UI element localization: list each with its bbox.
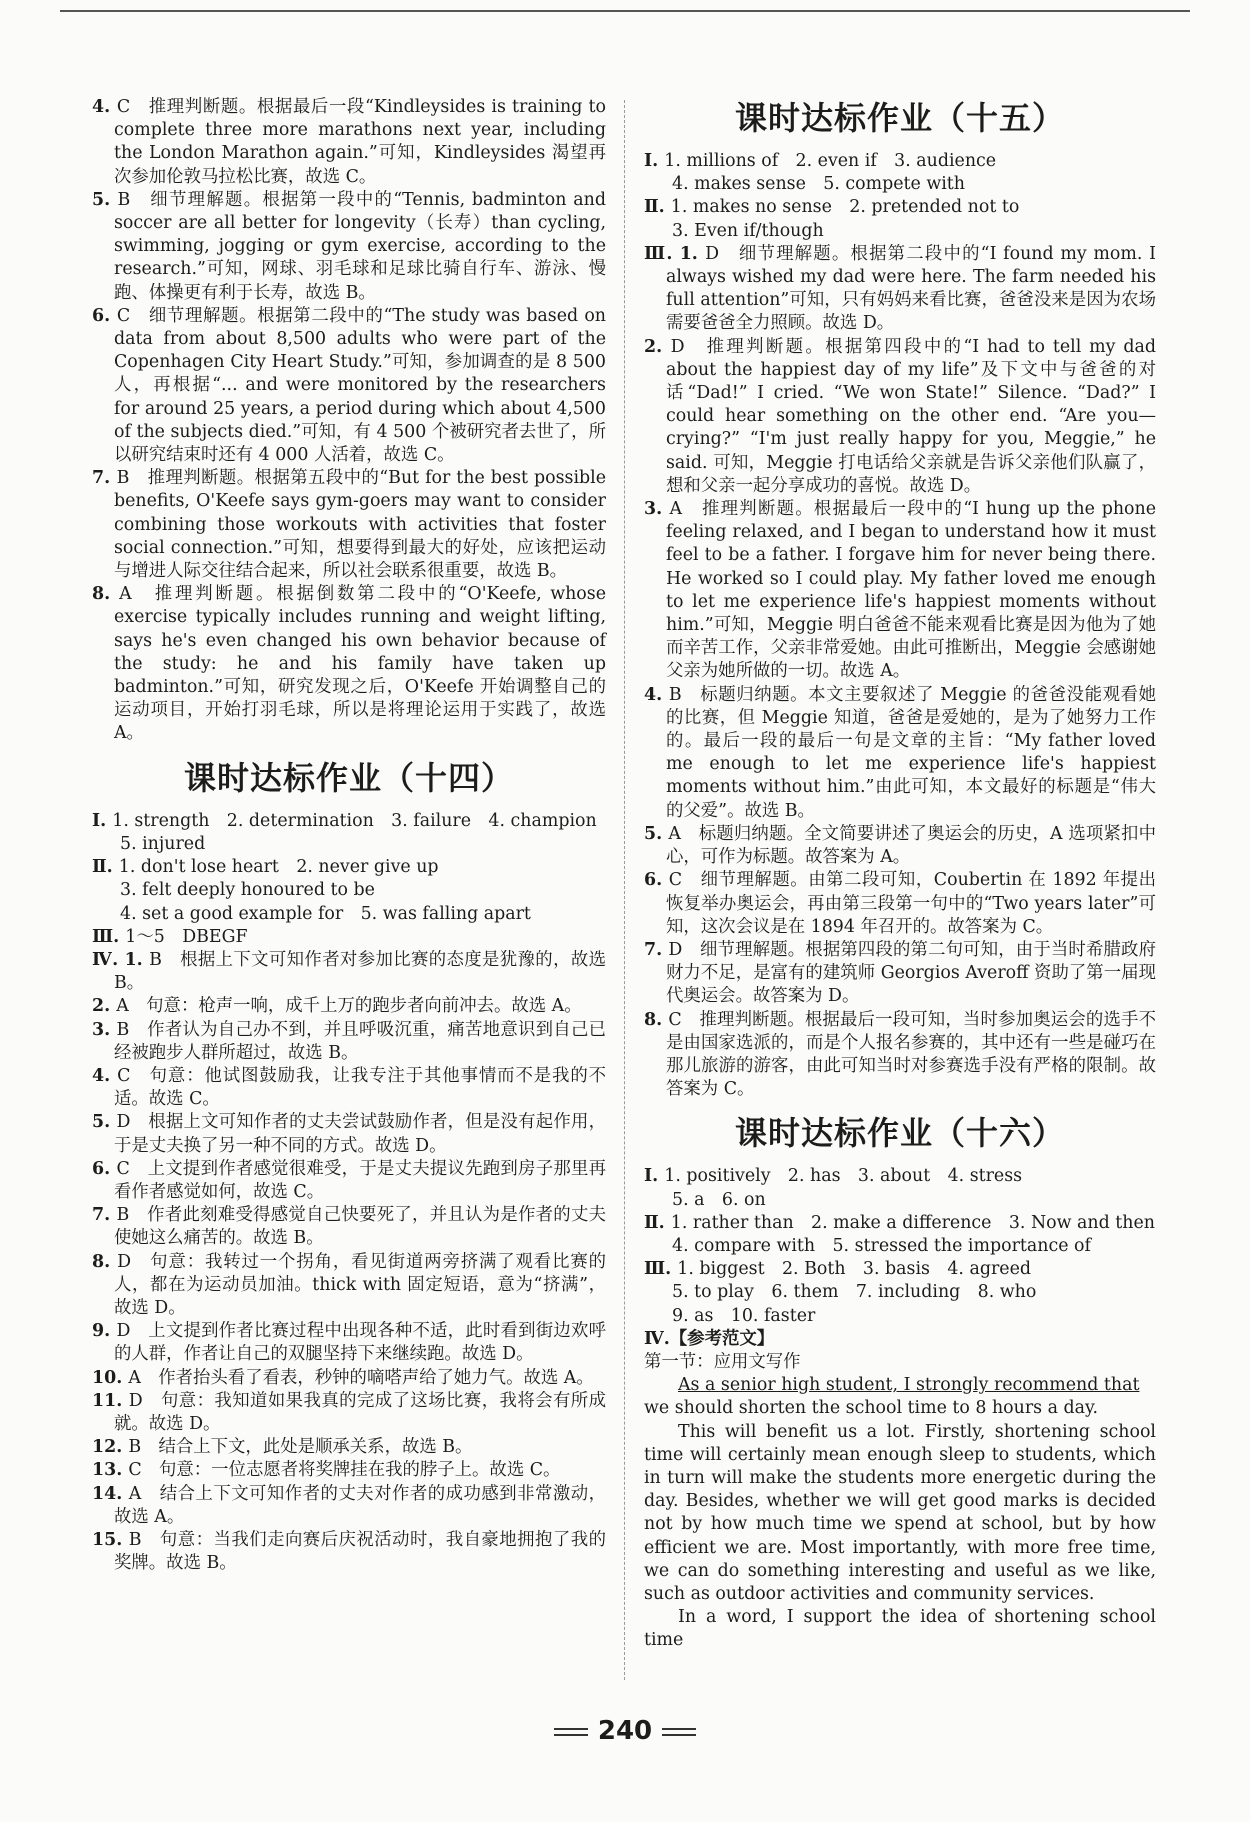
item-number: 5. bbox=[92, 189, 118, 210]
answer-row bbox=[644, 1165, 1156, 1188]
item-text: B 根据上下文可知作者对参加比赛的态度是犹豫的，故选 B。 bbox=[114, 949, 606, 994]
item-text: C 推理判断题。根据最后一段可知，当时参加奥运会的选手不是由国家选派的，而是个人报名参赛的，其中还有一些是碰巧在那儿旅游的游客，由此可知当时对参赛选手没有严格的限制。故答案为 C。 bbox=[666, 1009, 1156, 1100]
item-number: 6. bbox=[92, 305, 117, 326]
item-number: 6. bbox=[92, 1158, 117, 1179]
section-16-short-answers bbox=[644, 1165, 1156, 1327]
section-14-short-answers bbox=[92, 810, 606, 949]
part1-label: 第一节：应用文写作 bbox=[644, 1351, 801, 1372]
item-number: 5. bbox=[92, 1112, 117, 1133]
item-text: D 推理判断题。根据第四段中的“I had to tell my dad about the happiest day of my life”及下文中与爸爸的对话“Dad!” I cried. “We won State!” Silence. “Dad?” I could hear something on the other end. “Are you—crying?” “I'm just really happy for you, Meggie,” he said. 可知，Meggie 打电话给父亲就是告诉父亲他们队赢了，想和父亲一起分享成功的喜悦。故选 D。 bbox=[666, 336, 1157, 496]
section-title-16: 课时达标作业（十六） bbox=[734, 1114, 1065, 1153]
item-number: 3. bbox=[644, 499, 670, 520]
answer-item bbox=[92, 1436, 606, 1459]
item-number: 11. bbox=[92, 1390, 129, 1411]
part-label: Ⅰ. bbox=[644, 1166, 665, 1187]
answer-text: 5. to play 6. them 7. including 8. who bbox=[672, 1282, 1037, 1303]
answer-text: 1. don't lose heart 2. never give up bbox=[118, 857, 439, 878]
footer-rule-left bbox=[554, 1728, 588, 1736]
essay-underlined-sentence: As a senior high student, I strongly recommend that bbox=[678, 1375, 1140, 1396]
answer-text: 1. millions of 2. even if 3. audience bbox=[664, 151, 997, 171]
answer-text: 1. rather than 2. make a difference 3. Now and then bbox=[670, 1212, 1155, 1233]
answer-item bbox=[92, 96, 606, 189]
column-divider bbox=[624, 100, 625, 1680]
section-13-answers bbox=[92, 96, 606, 746]
answer-row bbox=[92, 879, 606, 902]
part-label: Ⅲ. bbox=[92, 926, 126, 947]
answer-item bbox=[92, 1158, 606, 1204]
model-essay bbox=[644, 1374, 1156, 1652]
answer-item bbox=[92, 1019, 606, 1065]
item-text: C 句意：一位志愿者将奖牌挂在我的脖子上。故选 C。 bbox=[128, 1460, 561, 1481]
item-number: 12. bbox=[92, 1437, 129, 1458]
answer-item bbox=[644, 684, 1156, 823]
item-text: C 细节理解题。由第二段可知，Coubertin 在 1892 年提出恢复举办奥运会，再由第三段第一句中的“Two years later”可知，这次会议是在 1894 年召开的。故答案为 C。 bbox=[666, 870, 1156, 937]
answer-item bbox=[92, 1204, 606, 1250]
answer-text: 9. as 10. faster bbox=[672, 1305, 816, 1326]
part-label: Ⅱ. bbox=[92, 857, 119, 878]
answer-item bbox=[92, 1483, 606, 1529]
answer-item bbox=[92, 305, 606, 467]
item-number: Ⅲ. 1. bbox=[644, 243, 706, 264]
part-label: Ⅱ. bbox=[644, 197, 671, 218]
item-number: Ⅳ. 1. bbox=[92, 949, 150, 970]
section-title-15: 课时达标作业（十五） bbox=[734, 99, 1065, 137]
item-text: A 结合上下文可知作者的丈夫对作者的成功感到非常激动，故选 A。 bbox=[114, 1483, 607, 1527]
part-label: Ⅰ. bbox=[92, 810, 113, 831]
section-15-explanations bbox=[644, 243, 1156, 1102]
answer-text: 4. makes sense 5. compete with bbox=[672, 174, 965, 195]
essay-paragraph-2: This will benefit us a lot. Firstly, shortening school time will certainly mean enough sleep to students, which in turn will make the students more energetic during the day. Besides, whether we will get good marks is decided not by how much time we spend at school, but by how efficient we are. Most importantly, with more free time, we can do something interesting and useful as we like, such as outdoor activities and community services. bbox=[644, 1421, 1156, 1604]
answer-text: 1～5 DBEGF bbox=[125, 926, 248, 947]
item-text: B 作者认为自己办不到，并且呼吸沉重，痛苦地意识到自己已经被跑步人群所超过，故选 B。 bbox=[114, 1019, 606, 1063]
item-text: B 句意：当我们走向赛后庆祝活动时，我自豪地拥抱了我的奖牌。故选 B。 bbox=[114, 1529, 606, 1574]
part-label: Ⅱ. bbox=[644, 1212, 671, 1233]
item-text: D 句意：我知道如果我真的完成了这场比赛，我将会有所成就。故选 D。 bbox=[114, 1390, 607, 1434]
answer-item bbox=[92, 1390, 606, 1436]
item-number: 8. bbox=[92, 1251, 118, 1272]
item-text: C 细节理解题。根据第二段中的“The study was based on data from about 8,500 adults who were part of the Copenhagen City Heart Study.”可知，参加调查的是 8 500 人，再根据“... and were monitored by the researchers for around 25 years, a period during which about 4,500 of the subjects died.”可知，有 4 500 个被研究者去世了，所以研究结束时还有 4 000 人活着，故选 C。 bbox=[114, 305, 606, 466]
item-text: A 句意：枪声一响，成千上万的跑步者向前冲去。故选 A。 bbox=[116, 996, 582, 1017]
answer-row bbox=[92, 856, 606, 879]
answer-row bbox=[644, 1281, 1156, 1304]
answer-item bbox=[644, 243, 1156, 336]
answer-row bbox=[644, 173, 1156, 196]
answer-item bbox=[92, 1111, 606, 1157]
item-number: 7. bbox=[644, 939, 669, 960]
answer-item bbox=[92, 995, 606, 1018]
item-text: D 上文提到作者比赛过程中出现各种不适，此时看到街边欢呼的人群，作者让自己的双腿坚持下来继续跑。故选 D。 bbox=[114, 1321, 606, 1365]
answer-row bbox=[92, 833, 606, 856]
part-label: Ⅰ. bbox=[644, 151, 665, 171]
section-14-explanations bbox=[92, 949, 606, 1575]
item-text: A 推理判断题。根据倒数第二段中的“O'Keefe, whose exercise typically includes running and weight lifting, says he's even changed his own behavior because of the study: he and his family have taken up badminton.”可知，研究发现之后，O'Keefe 开始调整自己的运动项目，开始打羽毛球，所以是将理论运用于实践了，故选 A。 bbox=[114, 584, 606, 744]
answer-row bbox=[644, 1235, 1156, 1258]
answer-item bbox=[92, 583, 606, 745]
item-text: A 标题归纳题。全文简要讲述了奥运会的历史，A 选项紧扣中心，可作为标题。故答案为 A。 bbox=[666, 823, 1156, 868]
answer-item bbox=[92, 189, 606, 305]
part-label: Ⅲ. bbox=[644, 1259, 678, 1280]
answer-row bbox=[92, 903, 606, 926]
right-column bbox=[644, 96, 1156, 1653]
answer-item bbox=[92, 1367, 606, 1390]
item-text: C 推理判断题。根据最后一段“Kindleysides is training to complete three more marathons next year, including the London Marathon again.”可知，Kindleysides 渴望再次参加伦敦马拉松比赛，故选 C。 bbox=[114, 97, 606, 187]
item-number: 4. bbox=[92, 97, 117, 117]
item-number: 7. bbox=[92, 1205, 117, 1226]
item-number: 4. bbox=[644, 684, 669, 705]
item-text: C 上文提到作者感觉很难受，于是丈夫提议先跑到房子那里再看作者感觉如何，故选 C。 bbox=[114, 1158, 606, 1202]
answer-item bbox=[644, 498, 1156, 684]
answer-text: 3. Even if/though bbox=[672, 220, 824, 241]
item-text: B 标题归纳题。本文主要叙述了 Meggie 的爸爸没能观看她的比赛，但 Meggie 知道，爸爸是爱她的，是为了她努力工作的。最后一段的最后一句是文章的主旨：“My father loved me enough to let me experience life's happiest moments without him.”由此可知，本文最好的标题是“伟大的父爱”。故选 B。 bbox=[666, 684, 1156, 821]
page-footer bbox=[0, 1716, 1250, 1746]
answer-text: 1. biggest 2. Both 3. basis 4. agreed bbox=[677, 1259, 1031, 1280]
item-number: 2. bbox=[92, 996, 117, 1017]
item-text: D 句意：我转过一个拐角，看见街道两旁挤满了观看比赛的人，都在为运动员加油。thick with 固定短语，意为“挤满”，故选 D。 bbox=[114, 1251, 606, 1318]
answer-item bbox=[92, 1459, 606, 1482]
answer-row bbox=[644, 1305, 1156, 1328]
answer-text: 4. set a good example for 5. was falling apart bbox=[120, 903, 531, 924]
answer-item bbox=[644, 1009, 1156, 1102]
item-number: 4. bbox=[92, 1065, 118, 1086]
item-text: D 细节理解题。根据第四段的第二句可知，由于当时希腊政府财力不足，是富有的建筑师 Georgios Averoff 资助了第一届现代奥运会。故答案为 D。 bbox=[666, 939, 1156, 1007]
item-text: B 结合上下文，此处是顺承关系，故选 B。 bbox=[128, 1437, 473, 1458]
answer-row bbox=[644, 1212, 1156, 1235]
answer-item bbox=[92, 1065, 606, 1111]
answer-item bbox=[92, 1251, 606, 1321]
essay-paragraph-3: In a word, I support the idea of shortening school time bbox=[644, 1607, 1156, 1651]
answer-row bbox=[644, 1189, 1156, 1212]
item-text: B 细节理解题。根据第一段中的“Tennis, badminton and soccer are all better for longevity（长寿）than cycling, swimming, jogging or gym exercise, according to the research.”可知，网球、羽毛球和足球比骑自行车、游泳、慢跑、体操更有利于长寿，故选 B。 bbox=[114, 189, 606, 303]
item-text: B 作者此刻难受得感觉自己快要死了，并且认为是作者的丈夫使她这么痛苦的。故选 B。 bbox=[114, 1205, 606, 1249]
item-text: B 推理判断题。根据第五段中的“But for the best possible benefits, O'Keefe says gym-goers may want to consider combining those workouts with activities that foster social connection.”可知，想要得到最大的好处，应该把运动与增进人际交往结合起来，所以社会联系很重要，故选 B。 bbox=[114, 468, 606, 582]
item-number: 6. bbox=[644, 870, 669, 891]
section-title-14: 课时达标作业（十四） bbox=[183, 758, 514, 797]
answer-text: 3. felt deeply honoured to be bbox=[120, 880, 375, 901]
item-number: 2. bbox=[644, 336, 671, 357]
answer-item bbox=[644, 336, 1156, 498]
answer-row bbox=[92, 810, 606, 833]
item-number: 15. bbox=[92, 1529, 129, 1550]
item-number: 14. bbox=[92, 1483, 129, 1504]
answer-item bbox=[92, 1529, 606, 1575]
item-number: 5. bbox=[644, 823, 669, 844]
item-number: 13. bbox=[92, 1460, 129, 1481]
item-number: 8. bbox=[92, 584, 120, 605]
item-number: 3. bbox=[92, 1019, 117, 1040]
essay-paragraph-1-rest: we should shorten the school time to 8 hours a day. bbox=[644, 1398, 1099, 1419]
answer-text: 4. compare with 5. stressed the importance of bbox=[672, 1235, 1091, 1256]
item-text: A 推理判断题。根据最后一段中的“I hung up the phone feeling relaxed, and I began to understand how it must feel to be a father. I forgave him for never being there. He worked so I could play. My father loved me enough to let me experience life's happiest moments without him.”可知，Meggie 明白爸爸不能来观看比赛是因为他为了她而辛苦工作，父亲非常爱她。由此可推断出，Meggie 会感谢她父亲为她所做的一切。故选 A。 bbox=[666, 499, 1156, 682]
answer-row bbox=[92, 926, 606, 949]
answer-text: 5. a 6. on bbox=[672, 1189, 766, 1210]
section-15-short-answers bbox=[644, 150, 1156, 243]
item-number: 9. bbox=[92, 1321, 117, 1342]
item-text: D 细节理解题。根据第二段中的“I found my mom. I always wished my dad were here. The farm needed his full attention”可知，只有妈妈来看比赛，爸爸没来是因为农场需要爸爸全力照顾。故选 D。 bbox=[666, 243, 1156, 334]
page-number: 240 bbox=[597, 1716, 653, 1746]
left-column bbox=[92, 96, 606, 1575]
answer-text: 5. injured bbox=[120, 833, 206, 854]
answer-item bbox=[644, 869, 1156, 939]
item-number: 10. bbox=[92, 1367, 129, 1388]
answer-row bbox=[644, 220, 1156, 243]
answer-row bbox=[644, 1258, 1156, 1281]
answer-item bbox=[92, 467, 606, 583]
item-number: 7. bbox=[92, 468, 117, 489]
item-text: C 句意：他试图鼓励我，让我专注于其他事情而不是我的不适。故选 C。 bbox=[114, 1065, 607, 1110]
answer-row bbox=[644, 150, 1156, 173]
answer-item bbox=[92, 949, 606, 995]
answer-text: 1. positively 2. has 3. about 4. stress bbox=[664, 1166, 1023, 1187]
footer-rule-right bbox=[662, 1728, 696, 1736]
top-rule bbox=[60, 10, 1190, 12]
item-text: A 作者抬头看了看表，秒钟的嘀嗒声给了她力气。故选 A。 bbox=[128, 1367, 594, 1388]
answer-item bbox=[644, 823, 1156, 869]
item-number: 8. bbox=[644, 1009, 669, 1030]
item-text: D 根据上文可知作者的丈夫尝试鼓励作者，但是没有起作用，于是丈夫换了另一种不同的方式。故选 D。 bbox=[114, 1112, 606, 1156]
answer-row bbox=[644, 196, 1156, 219]
answer-item bbox=[644, 939, 1156, 1009]
answer-text: 1. strength 2. determination 3. failure 4. champion bbox=[112, 810, 597, 831]
answer-item bbox=[92, 1320, 606, 1366]
essay-paragraph-1 bbox=[644, 1374, 1156, 1397]
part4-label: Ⅳ.【参考范文】 bbox=[644, 1328, 775, 1349]
answer-text: 1. makes no sense 2. pretended not to bbox=[670, 197, 1020, 218]
